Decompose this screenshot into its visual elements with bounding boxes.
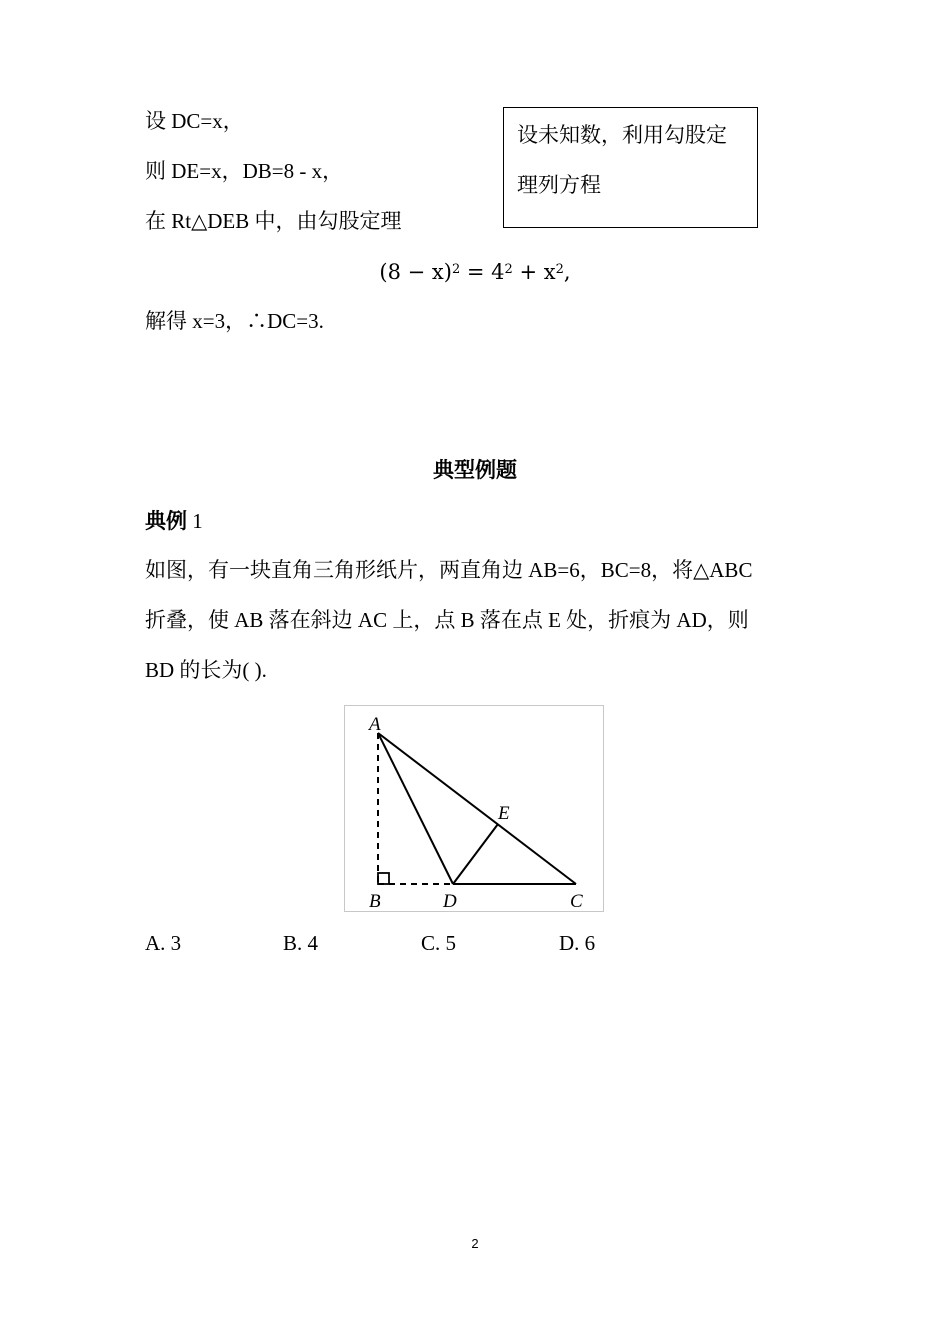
choice-b: B. 4: [283, 931, 319, 955]
note-line-2: 理列方程: [517, 173, 601, 197]
solution-line-3: 在 Rt△DEB 中，由勾股定理: [145, 209, 402, 233]
formula-tail: ,: [563, 260, 571, 284]
formula-plus: + x: [512, 260, 556, 284]
example-title-label: 典例: [145, 509, 187, 533]
example-body-line-3: BD 的长为( ).: [145, 658, 267, 682]
choice-c: C. 5: [421, 931, 457, 955]
segment-ad: [378, 733, 453, 884]
right-angle-marker: [378, 873, 389, 884]
triangle-diagram: [345, 706, 603, 911]
page-number: 2: [471, 1236, 479, 1251]
label-e: E: [498, 803, 510, 824]
solution-conclusion: 解得 x=3，∴DC=3.: [145, 309, 324, 333]
pythagorean-formula: [0, 256, 950, 286]
label-c: C: [570, 891, 583, 911]
formula-lhs: (8 − x): [379, 260, 452, 284]
formula-exponent-1: 2: [451, 262, 461, 277]
label-a: A: [369, 714, 381, 735]
example-body-line-2: 折叠，使 AB 落在斜边 AC 上，点 B 落在点 E 处，折痕为 AD，则: [145, 608, 749, 632]
example-title-number: 1: [187, 509, 203, 533]
label-b: B: [369, 891, 381, 911]
section-heading: 典型例题: [433, 458, 517, 482]
example-body-line-1: 如图，有一块直角三角形纸片，两直角边 AB=6，BC=8，将△ABC: [145, 558, 753, 582]
formula-equals: = 4: [460, 260, 505, 284]
solution-line-2: 则 DE=x，DB=8 - x，: [145, 159, 344, 183]
segment-ac: [378, 733, 576, 884]
choice-a: A. 3: [145, 931, 182, 955]
note-box: [503, 107, 758, 228]
solution-line-1: 设 DC=x，: [145, 109, 244, 133]
segment-de: [453, 824, 498, 884]
formula-exponent-3: 2: [555, 262, 564, 277]
triangle-figure: [344, 705, 604, 912]
note-line-1: 设未知数，利用勾股定: [517, 123, 727, 147]
label-d: D: [443, 891, 457, 911]
example-title: [145, 507, 203, 535]
formula-exponent-2: 2: [504, 262, 513, 277]
choice-d: D. 6: [559, 931, 596, 955]
